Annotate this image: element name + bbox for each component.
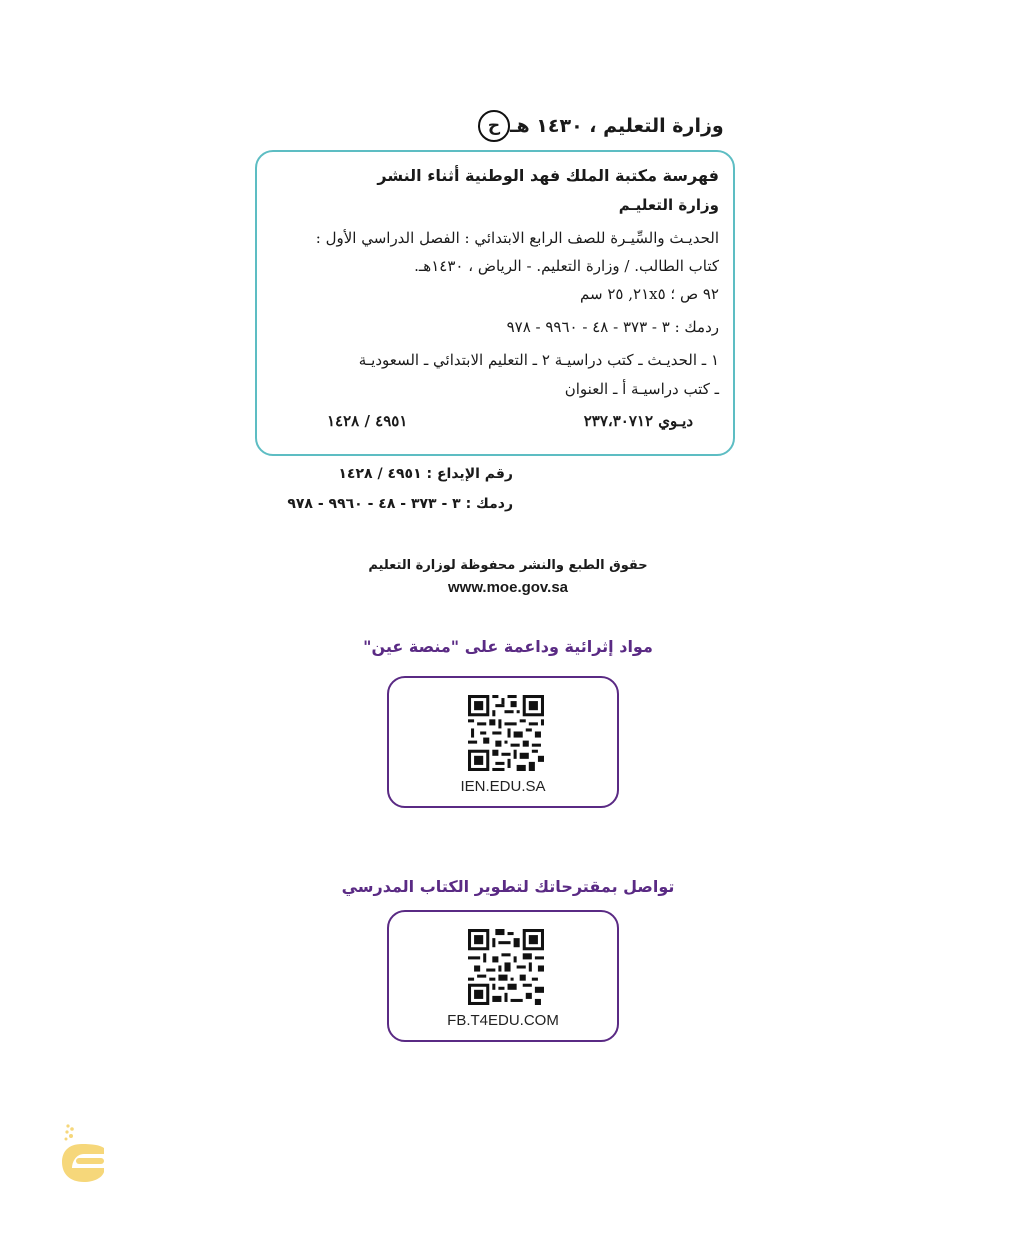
cip-subjects-2: ـ كتب دراسيـة أ ـ العنوان: [564, 380, 719, 398]
rights-text: حقوق الطبع والنشر محفوظة لوزارة التعليم: [368, 558, 648, 573]
cip-isbn: ردمك : ٣ - ٣٧٣ - ٤٨ - ٩٩٦٠ - ٩٧٨: [506, 318, 719, 336]
copyright-text: وزارة التعليم ، ١٤٣٠ هـ: [510, 115, 724, 137]
feedback-qr-code-icon: [468, 929, 544, 1005]
copyright-line: [470, 108, 750, 144]
cip-title: فهرسة مكتبة الملك فهد الوطنية أثناء النشر: [377, 166, 719, 185]
ien-qr-code-icon: [468, 695, 544, 771]
copyright-symbol: ح: [478, 110, 510, 142]
moe-url[interactable]: www.moe.gov.sa: [447, 579, 569, 596]
feedback-qr-card[interactable]: [387, 910, 619, 1042]
deposit-number: رقم الإيداع : ٤٩٥١ / ١٤٢٨: [338, 466, 513, 482]
feedback-heading: تواصل بمقترحاتك لتطوير الكتاب المدرسي: [341, 877, 675, 896]
cip-box: [255, 150, 735, 456]
ien-heading: مواد إثرائية وداعمة على "منصة عين": [363, 637, 653, 656]
ien-url[interactable]: IEN.EDU.SA: [460, 778, 546, 795]
cip-line-1: الحديـث والسِّيـرة للصف الرابع الابتدائي : الفصل الدراسي الأول :: [315, 229, 719, 247]
feedback-url[interactable]: FB.T4EDU.COM: [447, 1012, 559, 1029]
ien-qr-card[interactable]: [387, 676, 619, 808]
cip-subjects-1: ١ ـ الحديـث ـ كتب دراسيـة ٢ ـ التعليم الابتدائي ـ السعوديـة: [358, 351, 719, 369]
isbn-number: ردمك : ٣ - ٣٧٣ - ٤٨ - ٩٩٦٠ - ٩٧٨: [287, 496, 513, 512]
cip-line-2: كتاب الطالب. / وزارة التعليم. - الرياض ، ١٤٣٠هـ.: [414, 257, 719, 275]
ministry-logo-icon: [58, 1122, 108, 1184]
cip-dewey: ديـوي ٢٣٧،٣٠٧١٢: [583, 412, 693, 430]
cip-publisher: وزارة التعليـم: [618, 196, 719, 214]
cip-line-3: ٩٢ ص ؛ ٢١x٥, ٢٥ سم: [580, 285, 719, 303]
cip-deposit-ref: ٤٩٥١ / ١٤٢٨: [327, 412, 408, 430]
